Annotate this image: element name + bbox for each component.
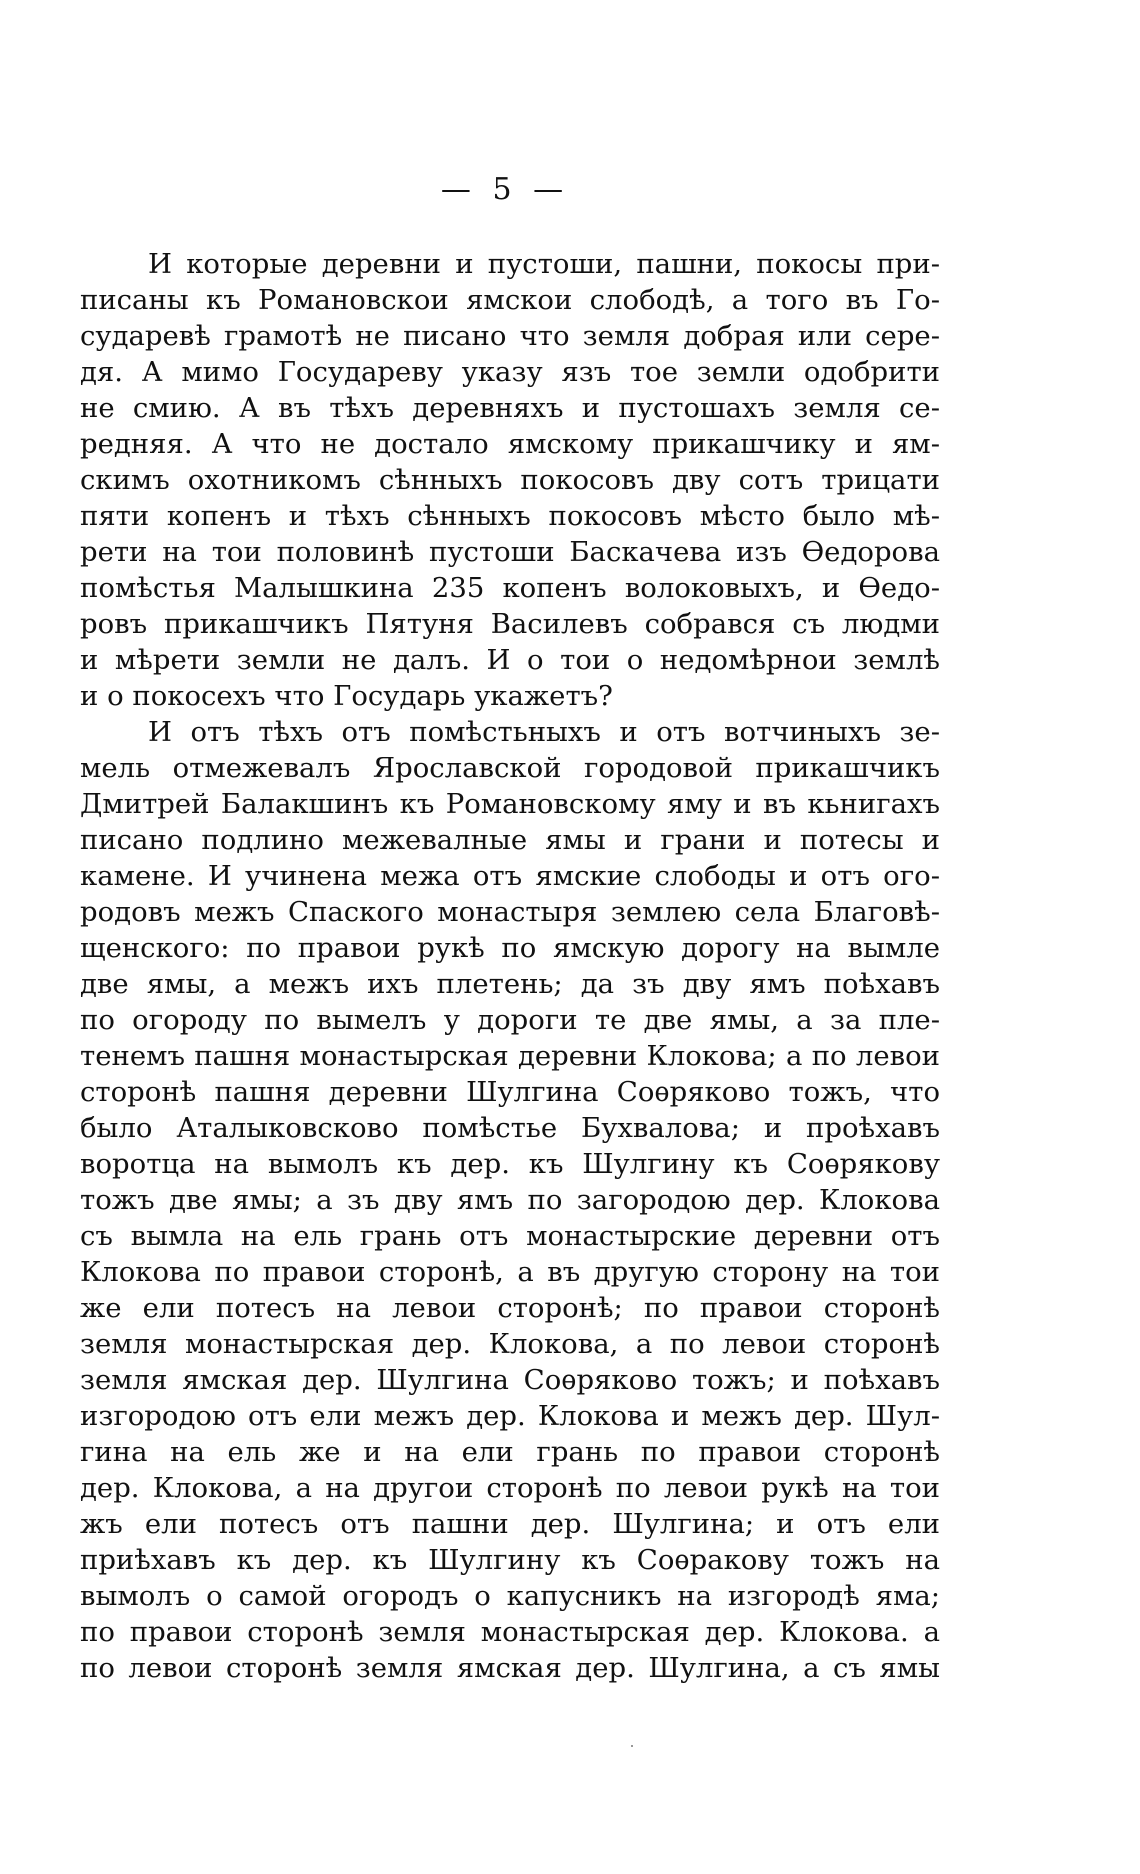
page-number: — 5 — — [440, 172, 570, 207]
text-line: жъ ели потесъ отъ пашни дер. Шулгина; и отъ ели — [80, 1508, 940, 1540]
text-line: скимъ охотникомъ сѣнныхъ покосовъ дву сотъ трицати — [80, 464, 940, 496]
text-line: по огороду по вымелъ у дороги те две ямы, а за пле- — [80, 1004, 940, 1036]
text-line: две ямы, а межъ ихъ плетень; да зъ дву ямъ поѣхавъ — [80, 968, 940, 1000]
text-line: сторонѣ пашня деревни Шулгина Соѳряково тожъ, что — [80, 1076, 940, 1108]
text-line: дя. А мимо Государеву указу язъ тое земли одобрити — [80, 356, 940, 388]
text-line: редняя. А что не достало ямскому прикашчику и ям- — [80, 428, 940, 460]
paragraph-2 — [80, 714, 940, 1686]
body-text — [80, 246, 940, 1686]
text-line: съ вымла на ель грань отъ монастырские деревни отъ — [80, 1220, 940, 1252]
text-line: помѣстья Малышкина 235 копенъ волоковыхъ, и Ѳедо- — [80, 572, 940, 604]
text-line: писано подлино межевалные ямы и грани и потесы и — [80, 824, 940, 856]
text-line: камене. И учинена межа отъ ямские слободы и отъ ого- — [80, 860, 940, 892]
text-line: было Аталыковсково помѣстье Бухвалова; и проѣхавъ — [80, 1112, 940, 1144]
text-line: писаны къ Романовскои ямскои слободѣ, а того въ Го- — [80, 284, 940, 316]
text-line: сударевѣ грамотѣ не писано что земля добрая или сере- — [80, 320, 940, 352]
text-line: воротца на вымолъ къ дер. къ Шулгину къ Соѳрякову — [80, 1148, 940, 1180]
text-line: щенского: по правои рукѣ по ямскую дорогу на вымле — [80, 932, 940, 964]
print-speck — [631, 1745, 633, 1747]
text-line: И отъ тѣхъ отъ помѣстьныхъ и отъ вотчиныхъ зе- — [148, 716, 940, 748]
text-line: по правои сторонѣ земля монастырская дер. Клокова. а — [80, 1616, 940, 1648]
text-line: Дмитрей Балакшинъ къ Романовскому яму и въ кьнигахъ — [80, 788, 940, 820]
text-line: и мѣрети земли не далъ. И о тои о недомѣрнои землѣ — [80, 644, 940, 676]
text-line: гина на ель же и на ели грань по правои сторонѣ — [80, 1436, 940, 1468]
paragraph-1 — [80, 246, 940, 714]
text-line: изгородою отъ ели межъ дер. Клокова и межъ дер. Шул- — [80, 1400, 940, 1432]
text-line: по левои сторонѣ земля ямская дер. Шулгина, а съ ямы — [80, 1652, 940, 1684]
text-line: земля ямская дер. Шулгина Соѳряково тожъ; и поѣхавъ — [80, 1364, 940, 1396]
text-line: родовъ межъ Спаского монастыря землею села Благовѣ- — [80, 896, 940, 928]
text-line: и о покосехъ что Государь укажетъ? — [80, 680, 613, 712]
text-line: ровъ прикашчикъ Пятуня Василевъ собрався съ людми — [80, 608, 940, 640]
text-line: вымолъ о самой огородъ о капусникъ на изгородѣ яма; — [80, 1580, 940, 1612]
text-line: тожъ две ямы; а зъ дву ямъ по загородою дер. Клокова — [80, 1184, 940, 1216]
text-line: тенемъ пашня монастырская деревни Клокова; а по левои — [80, 1040, 940, 1072]
text-line: приѣхавъ къ дер. къ Шулгину къ Соѳракову тожъ на — [80, 1544, 940, 1576]
text-line: мель отмежевалъ Ярославской городовой прикашчикъ — [80, 752, 940, 784]
text-line: рети на тои половинѣ пустоши Баскачева изъ Ѳедорова — [80, 536, 940, 568]
text-line: же ели потесъ на левои сторонѣ; по правои сторонѣ — [80, 1292, 940, 1324]
text-line: И которые деревни и пустоши, пашни, покосы при- — [148, 248, 940, 280]
text-line: пяти копенъ и тѣхъ сѣнныхъ покосовъ мѣсто было мѣ- — [80, 500, 940, 532]
text-line: земля монастырская дер. Клокова, а по левои сторонѣ — [80, 1328, 940, 1360]
text-line: Клокова по правои сторонѣ, а въ другую сторону на тои — [80, 1256, 940, 1288]
text-line: дер. Клокова, а на другои сторонѣ по левои рукѣ на тои — [80, 1472, 940, 1504]
text-line: не смию. А въ тѣхъ деревняхъ и пустошахъ земля се- — [80, 392, 940, 424]
